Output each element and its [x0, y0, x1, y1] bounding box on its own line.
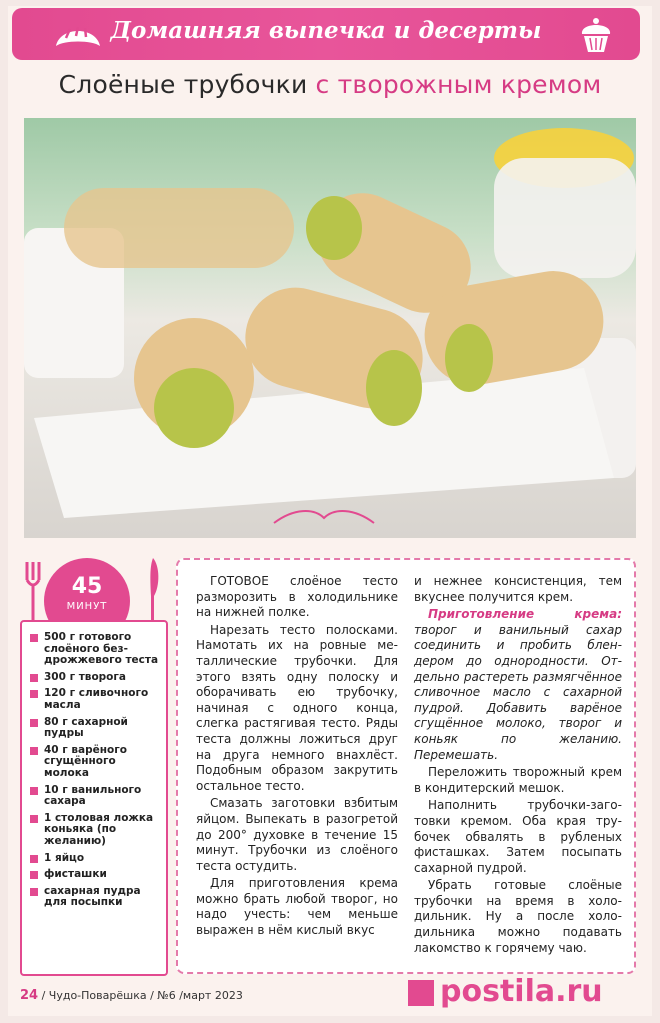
ingredients-list	[20, 620, 168, 976]
paragraph: Убрать готовые слоёные трубочки на время в холодильник. Ну а после холодильника можно подавать лакомство к горячему чаю.	[414, 878, 622, 955]
paragraph: Нарезать тесто полосками. Намотать их на ровные металлические трубочки. Для этого взять одну полоску и оборачивать ею трубочку, начиная с одного конца, слегка растягивая тесто. Ряды теста должны ложиться друг на друга немного внахлёст. Подобным образом закрутить остальное тесто.	[196, 622, 398, 793]
bullet-icon	[30, 747, 38, 755]
list-item: 1 столовая ложка коньяка (по желанию)	[28, 813, 160, 848]
bullet-icon	[30, 815, 38, 823]
cooking-time-value: 45	[71, 574, 103, 599]
pastry-illustration	[24, 118, 636, 538]
bullet-icon	[30, 719, 38, 727]
recipe-column-2	[414, 574, 622, 958]
section-header	[12, 8, 640, 60]
cream-heading: Приготовление крема:	[428, 607, 622, 622]
watermark: postila.ru	[440, 974, 603, 1009]
list-item: сахарная пудра для посыпки	[28, 886, 160, 909]
bullet-icon	[30, 855, 38, 863]
dessert-photo	[24, 118, 636, 538]
list-item: 120 г сливочного масла	[28, 688, 160, 711]
list-item: 10 г ванильного сахара	[28, 785, 160, 808]
page-footer	[20, 988, 243, 1003]
paragraph: Для приготовления крема можно брать любой творог, но надо учесть: чем меньше выражен в нём кислый вкус	[196, 876, 398, 938]
knife-icon	[146, 556, 160, 630]
bullet-icon	[30, 690, 38, 698]
section-title: Домашняя выпечка и десерты	[110, 17, 542, 44]
list-item: 500 г готового слоёного бездрожжевого теста	[28, 632, 160, 667]
bullet-icon	[30, 888, 38, 896]
article-title-accent: с творожным кремом	[315, 70, 602, 99]
bullet-icon	[30, 634, 38, 642]
paragraph: Наполнить трубочки-заготовки кремом. Оба края трубочек обвалять в рубленых фисташках. Затем посыпать сахарной пудрой.	[414, 798, 622, 875]
cupcake-icon	[574, 12, 618, 56]
paragraph: Смазать заготовки взбитым яйцом. Выпекать в разогретой до 200° духовке в течение 15 минут. Трубочки из слоёного теста остудить.	[196, 796, 398, 873]
page-number: 24	[20, 988, 39, 1003]
paragraph: Переложить творожный крем в кондитерский мешок.	[414, 765, 622, 795]
list-item: 1 яйцо	[28, 853, 160, 865]
paragraph: и нежнее консистенция, тем вкуснее получится крем.	[414, 574, 622, 604]
article-title	[0, 70, 660, 99]
list-item: 80 г сахарной пудры	[28, 717, 160, 740]
bullet-icon	[30, 674, 38, 682]
list-item: фисташки	[28, 869, 160, 881]
issue-info: / Чудо-Поварёшка / №6 /март 2023	[38, 989, 243, 1002]
bullet-icon	[30, 787, 38, 795]
list-item: 40 г варёного сгущённого молока	[28, 745, 160, 780]
article-title-main: Слоёные трубочки	[58, 70, 308, 99]
recipe-column-1	[196, 574, 398, 941]
cooking-time-unit: МИНУТ	[66, 601, 108, 612]
cream-paragraph	[414, 607, 622, 763]
watermark-logo-icon	[408, 980, 434, 1006]
paragraph: ГОТОВОЕ слоёное тесто разморозить в холодильнике на нижней полке.	[196, 574, 398, 620]
bullet-icon	[30, 871, 38, 879]
recipe-text-frame	[176, 558, 636, 974]
cream-text: творог и ванильный сахар соединить и пробить блендером до однородности. Отдельно растереть размягчённое сливочное масло с сахарной пудрой. Добавить варёное сгущённое молоко, творог и коньяк по желанию. Перемешать.	[414, 622, 622, 762]
list-item: 300 г творога	[28, 672, 160, 684]
